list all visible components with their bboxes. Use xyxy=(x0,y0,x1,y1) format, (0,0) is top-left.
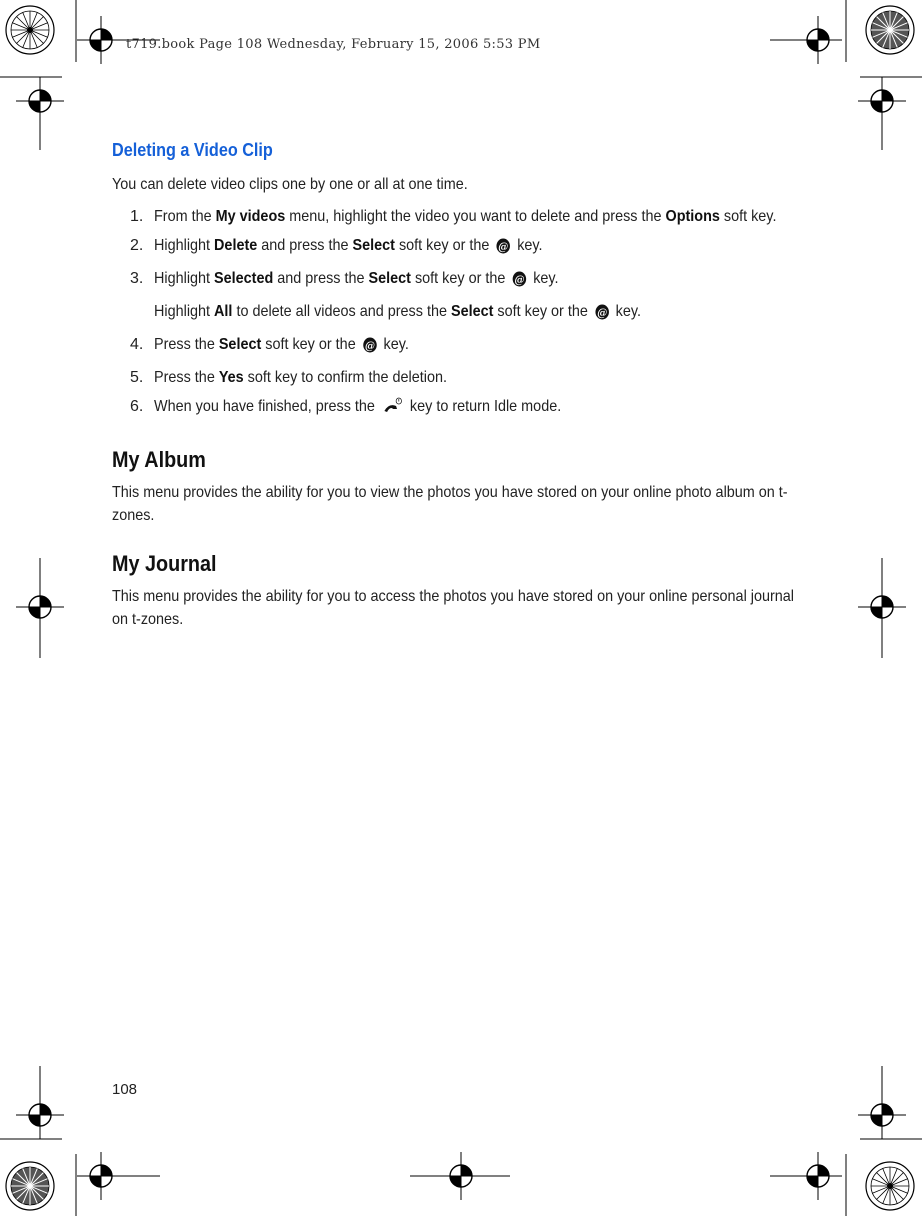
my-journal-body: This menu provides the ability for you to access the photos you have stored on your online personal journal on t-zones. xyxy=(112,588,795,628)
page-content xyxy=(112,140,802,631)
my-album-body: This menu provides the ability for you to view the photos you have stored on your online photo album on t-zones. xyxy=(112,484,788,524)
ok-key-icon xyxy=(496,237,510,262)
step-6: 6. When you have finished, press the key to return Idle mode. xyxy=(112,394,802,423)
my-journal-heading: My Journal xyxy=(112,551,217,576)
deleting-video-clip-heading: Deleting a Video Clip xyxy=(112,140,273,160)
step-3: 3. Highlight Selected and press the Select soft key or the @ key. xyxy=(112,266,802,295)
my-album-heading: My Album xyxy=(112,447,206,472)
step-5: 5. Press the Yes soft key to confirm the deletion. xyxy=(130,369,447,386)
deleting-intro: You can delete video clips one by one or all at one time. xyxy=(112,176,468,193)
page-number: 108 xyxy=(112,1081,138,1098)
svg-text:@: @ xyxy=(514,273,525,287)
end-key-icon xyxy=(382,397,404,423)
svg-text:@: @ xyxy=(498,240,509,254)
book-slug: t719.book Page 108 Wednesday, February 15, 2006 5:53 PM xyxy=(126,37,541,52)
step-3-note: Highlight All to delete all videos and press the Select soft key or the @ key. xyxy=(112,299,802,328)
my-journal-section xyxy=(112,551,802,631)
ok-key-icon xyxy=(362,336,376,361)
step-4: 4. Press the Select soft key or the @ key. xyxy=(112,332,802,361)
svg-text:@: @ xyxy=(596,306,607,320)
my-album-section xyxy=(112,447,802,527)
step-1: 1. From the My videos menu, highlight the video you want to delete and press the Options soft key. xyxy=(130,208,777,225)
step-2: 2. Highlight Delete and press the Select soft key or the @ key. xyxy=(112,233,802,262)
ok-key-icon xyxy=(512,270,526,295)
svg-text:@: @ xyxy=(364,339,375,353)
ok-key-icon xyxy=(595,303,609,328)
deletion-steps xyxy=(112,204,802,423)
